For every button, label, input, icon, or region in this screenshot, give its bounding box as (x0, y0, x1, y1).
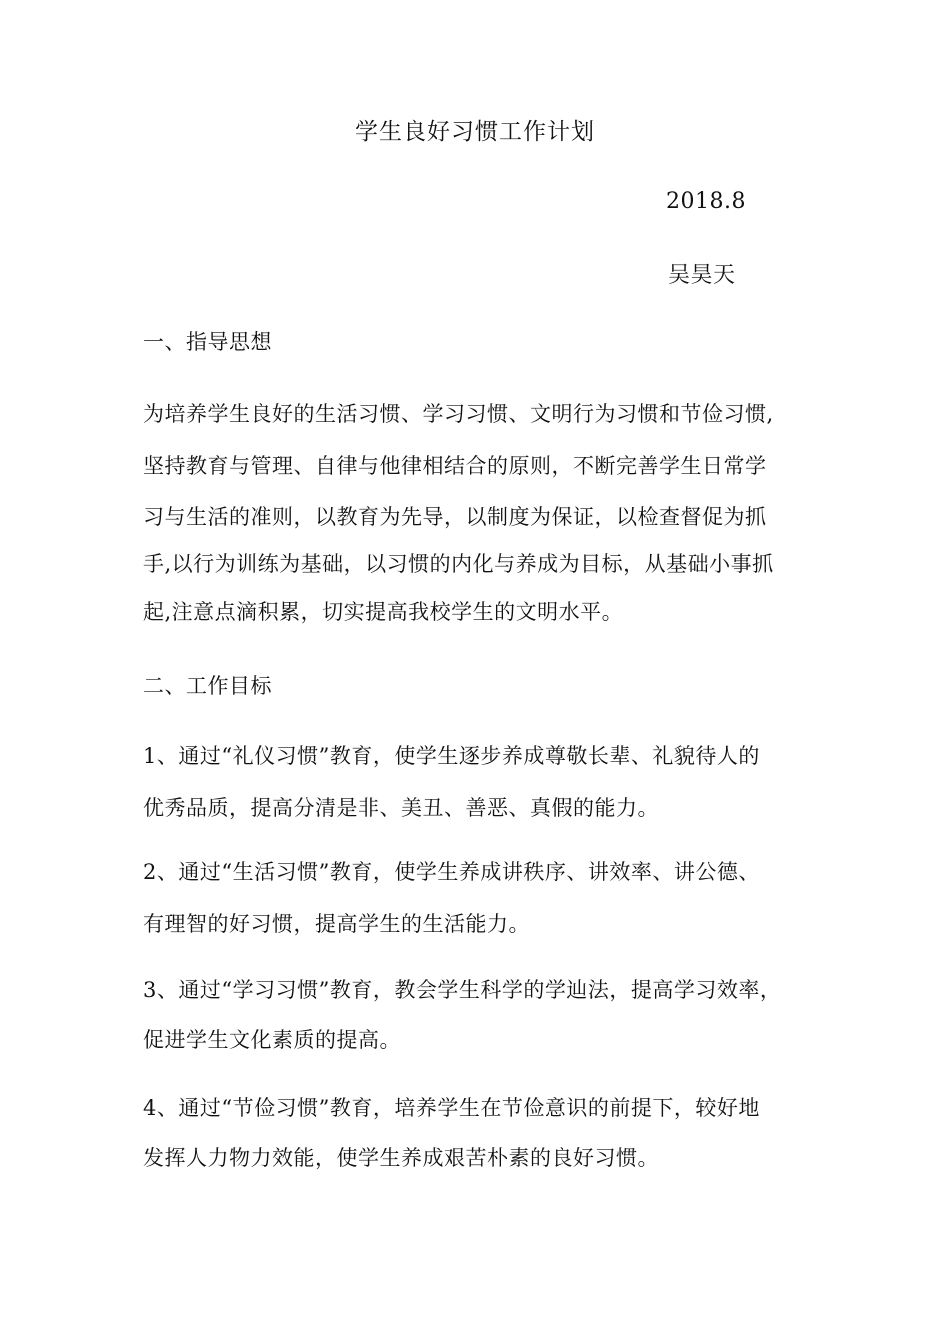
paragraph-line: 习与生活的准则，以教育为先导，以制度为保证，以检查督促为抓 (143, 505, 767, 529)
paragraph-line: 坚持教育与管理、自律与他律相结合的原则，不断完善学生日常学 (143, 454, 767, 478)
section-heading-guiding-ideology: 一、指导思想 (143, 330, 272, 354)
document-date: 2018.8 (666, 189, 746, 214)
goal-item-line: 2、通过“生活习惯”教育，使学生养成讲秩序、讲效率、讲公德、 (143, 860, 760, 884)
document-author: 吴昊天 (668, 263, 736, 288)
goal-item-line: 促进学生文化素质的提高。 (143, 1028, 401, 1052)
paragraph-line: 手,以行为训练为基础，以习惯的内化与养成为目标，从基础小事抓 (143, 552, 774, 576)
goal-item-line: 有理智的好习惯，提高学生的生活能力。 (143, 912, 530, 936)
paragraph-line: 起,注意点滴积累，切实提高我校学生的文明水平。 (143, 600, 624, 624)
goal-item-line: 优秀品质，提高分清是非、美丑、善恶、真假的能力。 (143, 796, 659, 820)
page-title: 学生良好习惯工作计划 (355, 119, 595, 145)
goal-item-line: 发挥人力物力效能，使学生养成艰苦朴素的良好习惯。 (143, 1146, 659, 1170)
goal-item-line: 3、通过“学习习惯”教育，教会学生科学的学辿法，提高学习效率， (143, 978, 782, 1002)
section-heading-work-goals: 二、工作目标 (143, 674, 272, 698)
paragraph-line: 为培养学生良好的生活习惯、学习习惯、文明行为习惯和节俭习惯, (143, 402, 774, 426)
goal-item-line: 4、通过“节俭习惯”教育，培养学生在节俭意识的前提下，较好地 (143, 1096, 760, 1120)
goal-item-line: 1、通过“礼仪习惯”教育，使学生逐步养成尊敬长辈、礼貌待人的 (143, 744, 760, 768)
